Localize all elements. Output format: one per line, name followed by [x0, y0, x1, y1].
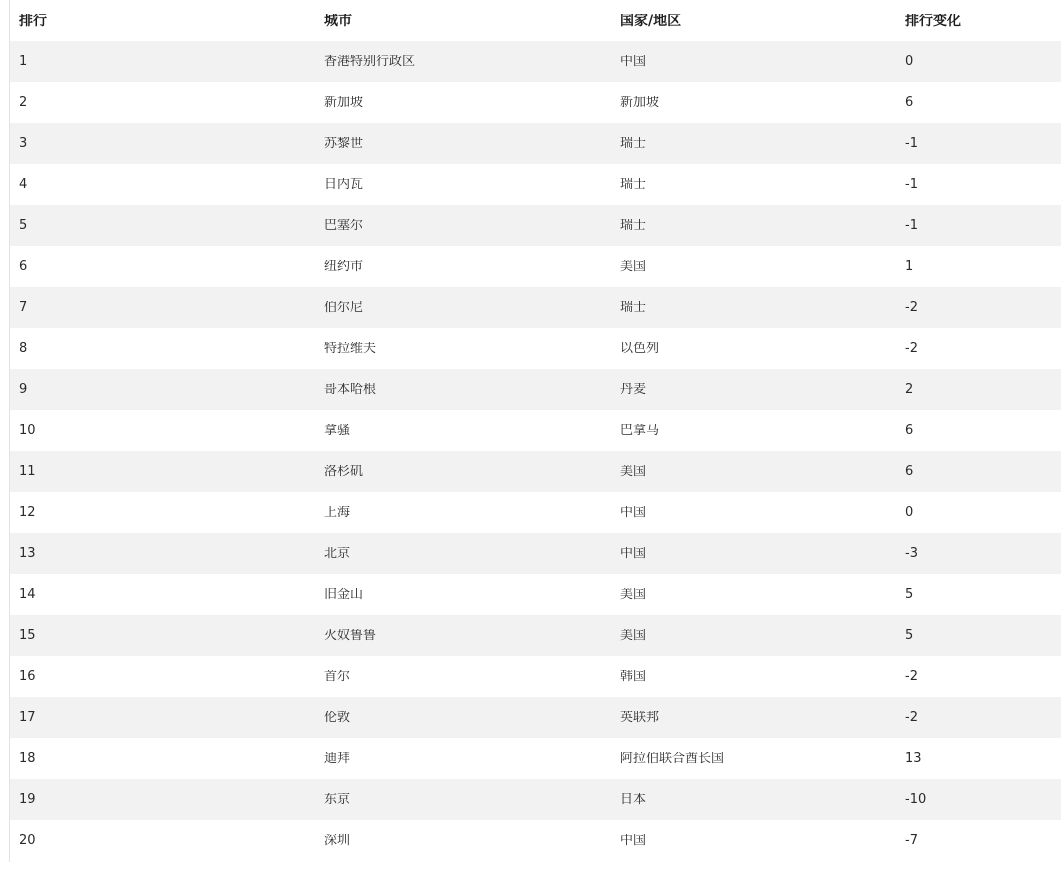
cell-city: 特拉维夫 — [324, 342, 377, 355]
cell-rank-change: 6 — [905, 424, 914, 437]
cell-rank: 17 — [19, 711, 36, 724]
header-rank: 排行 — [19, 13, 47, 28]
cell-city: 首尔 — [324, 670, 351, 683]
cell-city: 深圳 — [324, 834, 351, 847]
cell-rank: 14 — [19, 588, 36, 601]
cell-country: 瑞士 — [620, 219, 647, 232]
table-row — [10, 123, 1061, 164]
cell-rank-change: 2 — [905, 383, 914, 396]
cell-city: 香港特别行政区 — [324, 55, 416, 68]
table-header-row — [10, 0, 1061, 41]
cell-rank-change: -1 — [905, 137, 918, 150]
cell-rank: 15 — [19, 629, 36, 642]
cell-city: 苏黎世 — [324, 137, 364, 150]
cell-rank: 9 — [19, 383, 28, 396]
cell-country: 中国 — [620, 506, 647, 519]
table-row — [10, 656, 1061, 697]
cell-rank: 4 — [19, 178, 28, 191]
cell-rank-change: -10 — [905, 793, 927, 806]
cell-city: 巴塞尔 — [324, 219, 364, 232]
cell-rank: 10 — [19, 424, 36, 437]
cell-rank-change: 13 — [905, 752, 922, 765]
cell-rank-change: -2 — [905, 301, 918, 314]
cell-city: 拿骚 — [324, 424, 351, 437]
cell-rank-change: -7 — [905, 834, 918, 847]
cell-country: 瑞士 — [620, 178, 647, 191]
cell-rank: 5 — [19, 219, 28, 232]
table-row — [10, 205, 1061, 246]
table-row — [10, 533, 1061, 574]
cell-rank: 7 — [19, 301, 28, 314]
cell-rank: 2 — [19, 96, 28, 109]
table-row — [10, 287, 1061, 328]
cell-rank-change: 1 — [905, 260, 914, 273]
cell-rank-change: 5 — [905, 629, 914, 642]
cell-rank: 12 — [19, 506, 36, 519]
cell-rank-change: 5 — [905, 588, 914, 601]
table-row — [10, 164, 1061, 205]
cell-rank-change: -3 — [905, 547, 918, 560]
cell-country: 美国 — [620, 465, 647, 478]
cell-country: 巴拿马 — [620, 424, 660, 437]
cell-city: 伦敦 — [324, 711, 351, 724]
cell-city: 洛杉矶 — [324, 465, 364, 478]
cell-city: 纽约市 — [324, 260, 364, 273]
cell-rank-change: 6 — [905, 465, 914, 478]
cell-city: 新加坡 — [324, 96, 364, 109]
table-row — [10, 410, 1061, 451]
cell-city: 东京 — [324, 793, 351, 806]
cell-city: 北京 — [324, 547, 351, 560]
table-row — [10, 41, 1061, 82]
cell-city: 上海 — [324, 506, 351, 519]
table-row — [10, 820, 1061, 861]
table-row — [10, 697, 1061, 738]
table-row — [10, 615, 1061, 656]
cell-rank-change: -2 — [905, 342, 918, 355]
cell-rank: 3 — [19, 137, 28, 150]
cell-rank: 1 — [19, 55, 28, 68]
cell-country: 丹麦 — [620, 383, 647, 396]
table-row — [10, 82, 1061, 123]
table-body — [10, 41, 1061, 861]
cell-country: 韩国 — [620, 670, 647, 683]
cell-rank-change: 6 — [905, 96, 914, 109]
table-row — [10, 738, 1061, 779]
cell-rank: 8 — [19, 342, 28, 355]
cell-country: 日本 — [620, 793, 647, 806]
cell-rank-change: -1 — [905, 178, 918, 191]
table-row — [10, 246, 1061, 287]
cell-rank-change: -2 — [905, 670, 918, 683]
cell-country: 中国 — [620, 834, 647, 847]
table-row — [10, 328, 1061, 369]
table-row — [10, 779, 1061, 820]
ranking-table — [9, 0, 1061, 862]
cell-country: 美国 — [620, 629, 647, 642]
table-row — [10, 574, 1061, 615]
cell-city: 火奴鲁鲁 — [324, 629, 377, 642]
cell-country: 瑞士 — [620, 301, 647, 314]
cell-country: 美国 — [620, 260, 647, 273]
cell-rank-change: 0 — [905, 55, 914, 68]
cell-city: 伯尔尼 — [324, 301, 364, 314]
table-row — [10, 369, 1061, 410]
table-row — [10, 492, 1061, 533]
cell-rank: 13 — [19, 547, 36, 560]
cell-city: 迪拜 — [324, 752, 351, 765]
cell-rank: 20 — [19, 834, 36, 847]
cell-rank: 16 — [19, 670, 36, 683]
cell-country: 阿拉伯联合酋长国 — [620, 752, 725, 765]
cell-country: 以色列 — [620, 342, 660, 355]
header-rank-change: 排行变化 — [905, 13, 961, 28]
cell-country: 英联邦 — [620, 711, 660, 724]
cell-rank: 18 — [19, 752, 36, 765]
header-country: 国家/地区 — [620, 13, 682, 28]
table-row — [10, 451, 1061, 492]
cell-rank: 19 — [19, 793, 36, 806]
cell-country: 中国 — [620, 547, 647, 560]
cell-country: 瑞士 — [620, 137, 647, 150]
cell-city: 旧金山 — [324, 588, 364, 601]
cell-country: 新加坡 — [620, 96, 660, 109]
cell-rank-change: -1 — [905, 219, 918, 232]
cell-country: 中国 — [620, 55, 647, 68]
cell-rank: 11 — [19, 465, 36, 478]
cell-rank-change: 0 — [905, 506, 914, 519]
cell-city: 日内瓦 — [324, 178, 364, 191]
header-city: 城市 — [324, 13, 352, 28]
cell-city: 哥本哈根 — [324, 383, 377, 396]
cell-rank: 6 — [19, 260, 28, 273]
cell-country: 美国 — [620, 588, 647, 601]
cell-rank-change: -2 — [905, 711, 918, 724]
